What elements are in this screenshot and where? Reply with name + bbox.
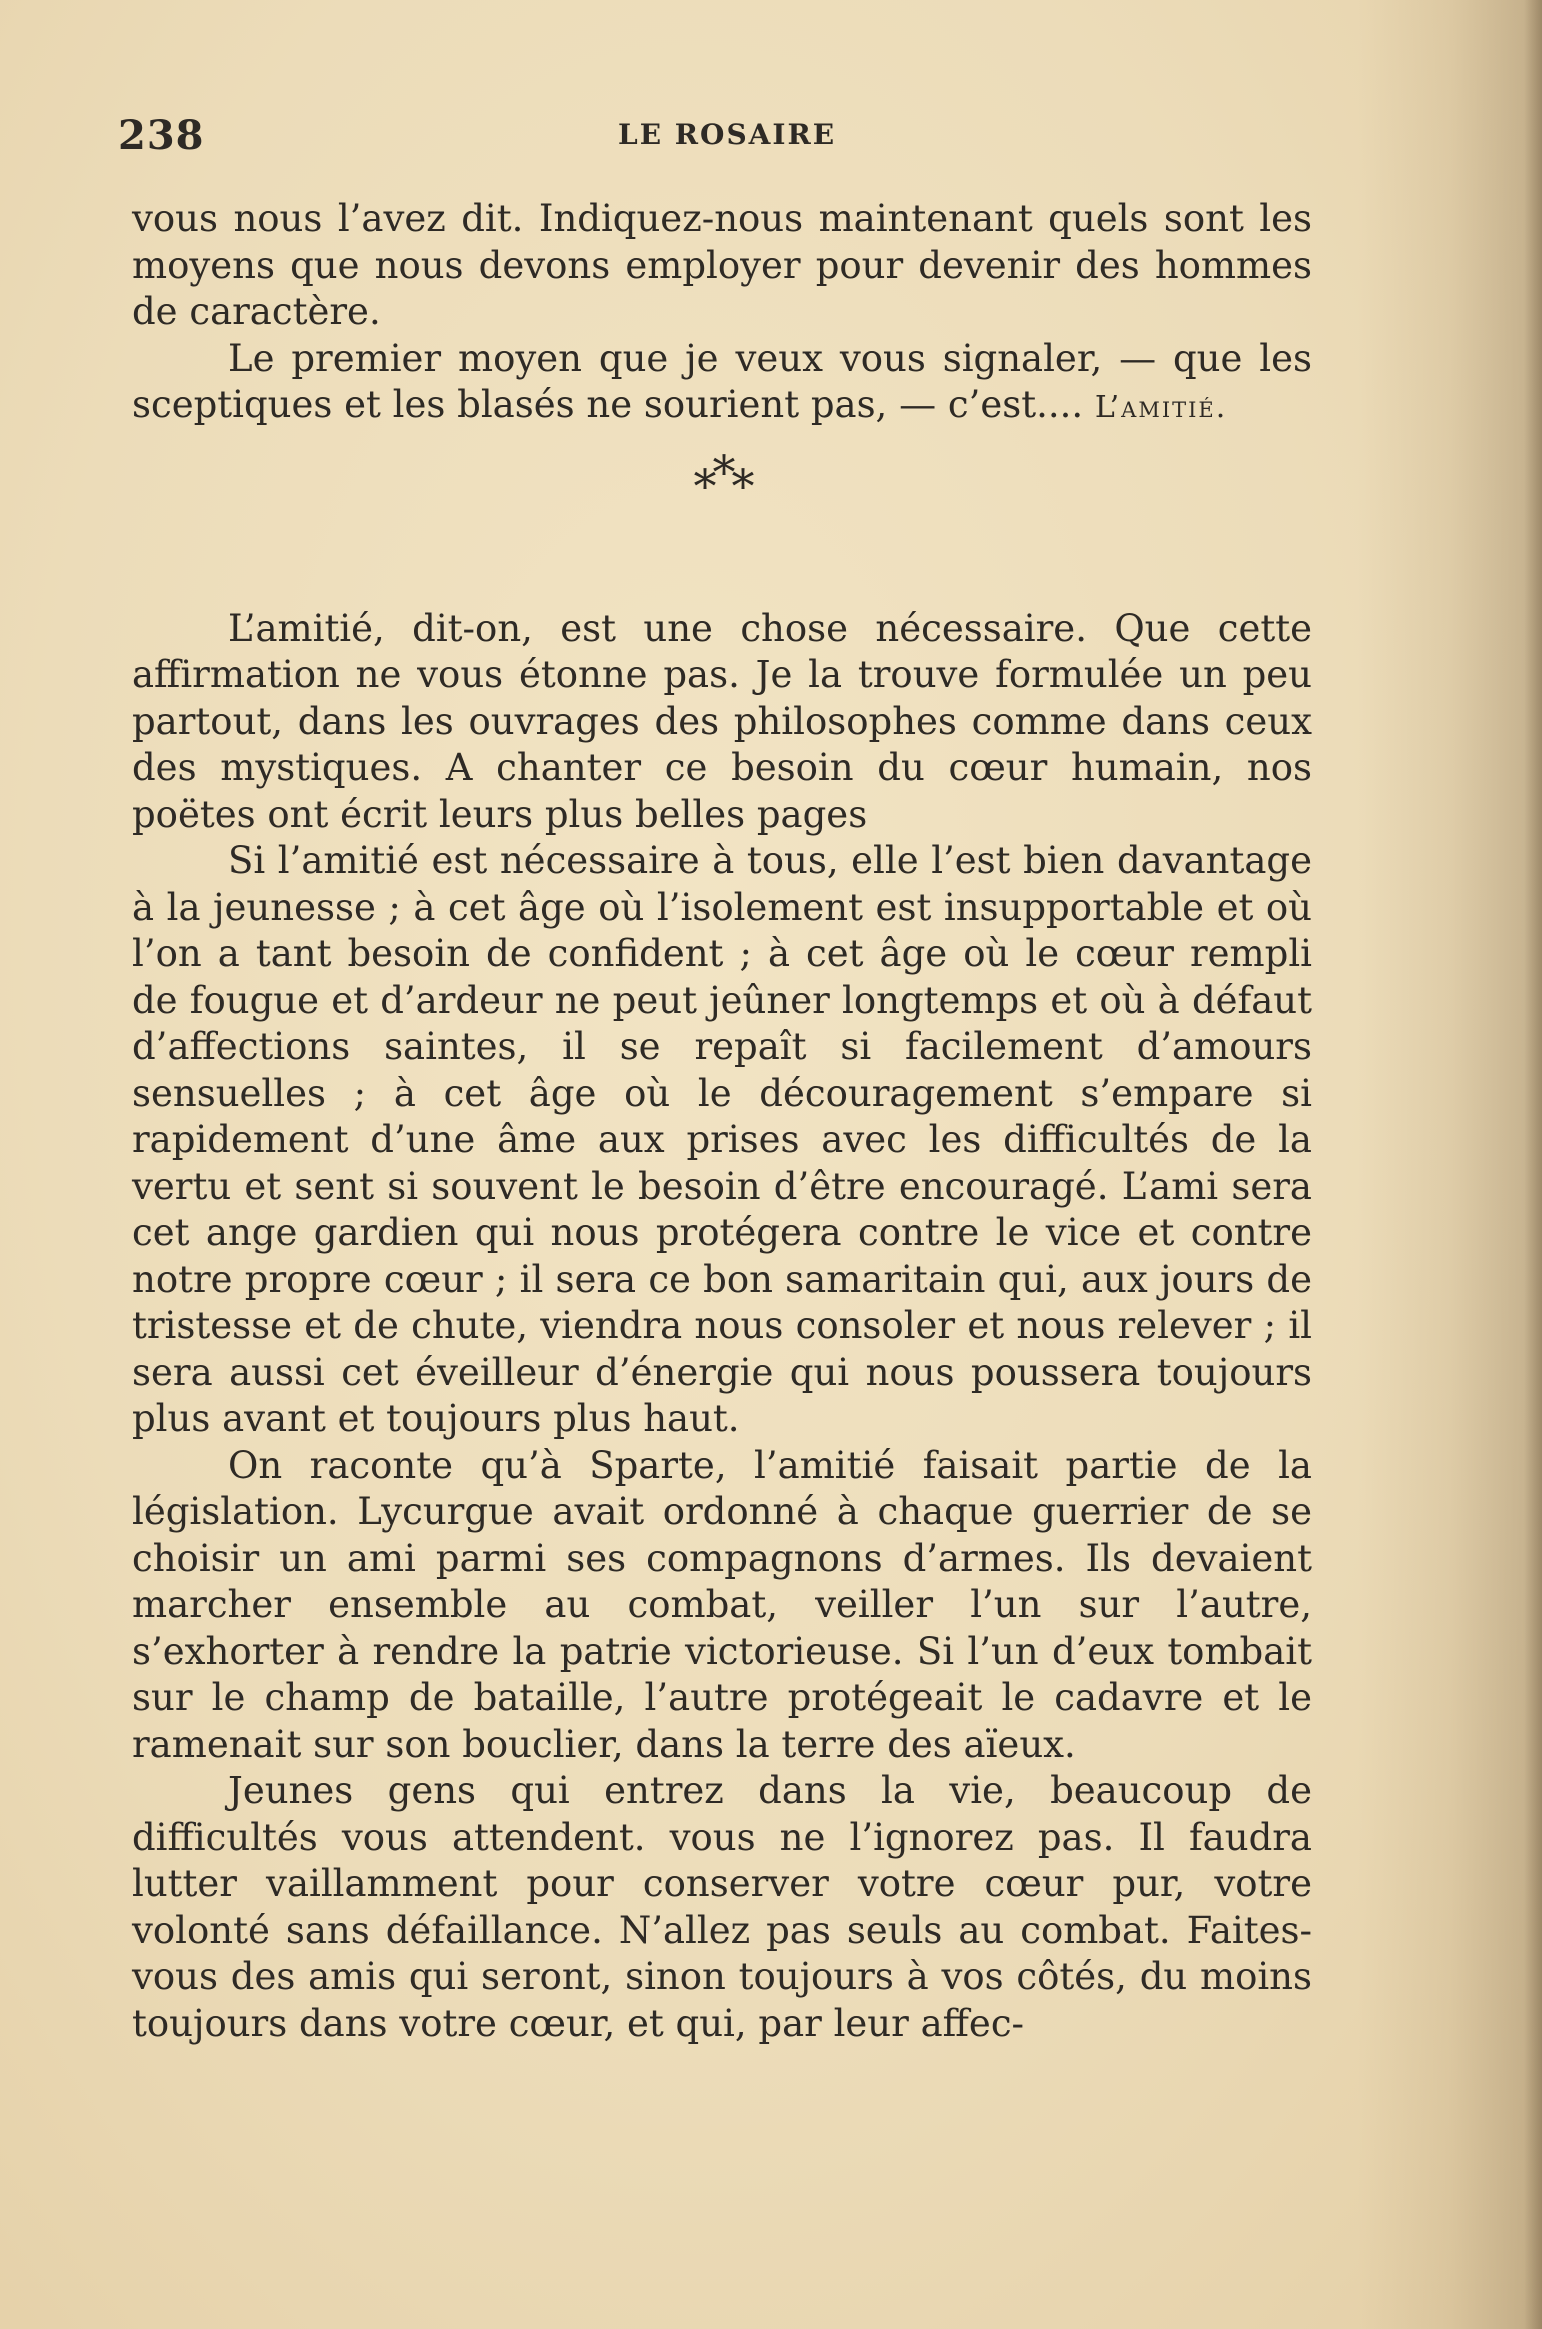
asterism-left-star: * <box>693 458 713 513</box>
running-header <box>118 112 1318 172</box>
page-edge-shadow <box>1524 0 1542 2329</box>
intro-paragraph-2 <box>132 336 1312 432</box>
asterism-right-star: * <box>731 458 751 513</box>
asterism-middle-star: * <box>712 444 732 499</box>
running-title: LE ROSAIRE <box>618 118 837 151</box>
intro-paragraph-2-smallcaps: L’amitié. <box>1094 390 1228 425</box>
section-paragraph: Si l’amitié est nécessaire à tous, elle l’est bien davantage à la jeunesse ; à cet âge où l’isolement est insupportable et où l’on a tant besoin de confident ; à cet âge où le cœur rempli de fougue et d’ardeur ne peut jeûner longtemps et où à défaut d’affections saintes, il se repaît si facilement d’amours sensuelles ; à cet âge où le découragement s’empare si rapidement d’une âme aux prises avec les difficultés de la vertu et sent si souvent le besoin d’être encouragé. L’ami sera cet ange gardien qui nous protégera contre le vice et contre notre propre cœur ; il sera ce bon samaritain qui, aux jours de tristesse et de chute, viendra nous consoler et nous relever ; il sera aussi cet éveilleur d’énergie qui nous poussera toujours plus avant et toujours plus haut. <box>132 839 1312 1440</box>
section-paragraph: L’amitié, dit-on, est une chose nécessaire. Que cette affirmation ne vous étonne pas. Je la trouve formulée un peu partout, dans les ouvrages des philosophes comme dans ceux des mystiques. A chanter ce besoin du cœur humain, nos poëtes ont écrit leurs plus belles pages <box>132 606 1312 836</box>
intro-paragraph-1: vous nous l’avez dit. Indiquez-nous maintenant quels sont les moyens que nous devons employer pour devenir des hommes de caractère. <box>132 197 1312 333</box>
section-text <box>132 606 1312 2048</box>
page-number: 238 <box>118 112 205 159</box>
intro-paragraph-2-text: Le premier moyen que je veux vous signaler, — que les sceptiques et les blasés ne sourient pas, — c’est.... <box>132 336 1312 426</box>
section-paragraph: Jeunes gens qui entrez dans la vie, beaucoup de difficultés vous attendent. vous ne l’ignorez pas. Il faudra lutter vaillamment pour conserver votre cœur pur, votre volonté sans défaillance. N’allez pas seuls au combat. Faites-vous des amis qui seront, sinon toujours à vos côtés, du moins toujours dans votre cœur, et qui, par leur affec- <box>132 1769 1312 2045</box>
section-paragraph: On raconte qu’à Sparte, l’amitié faisait partie de la législation. Lycurgue avait ordonné à chaque guerrier de se choisir un ami parmi ses compagnons d’armes. Ils devaient marcher ensemble au combat, veiller l’un sur l’autre, s’exhorter à rendre la patrie victorieuse. Si l’un d’eux tombait sur le champ de bataille, l’autre protégeait le cadavre et le ramenait sur son bouclier, dans la terre des aïeux. <box>132 1443 1312 1766</box>
asterism-ornament <box>132 432 1312 572</box>
page-body <box>132 196 1312 2047</box>
